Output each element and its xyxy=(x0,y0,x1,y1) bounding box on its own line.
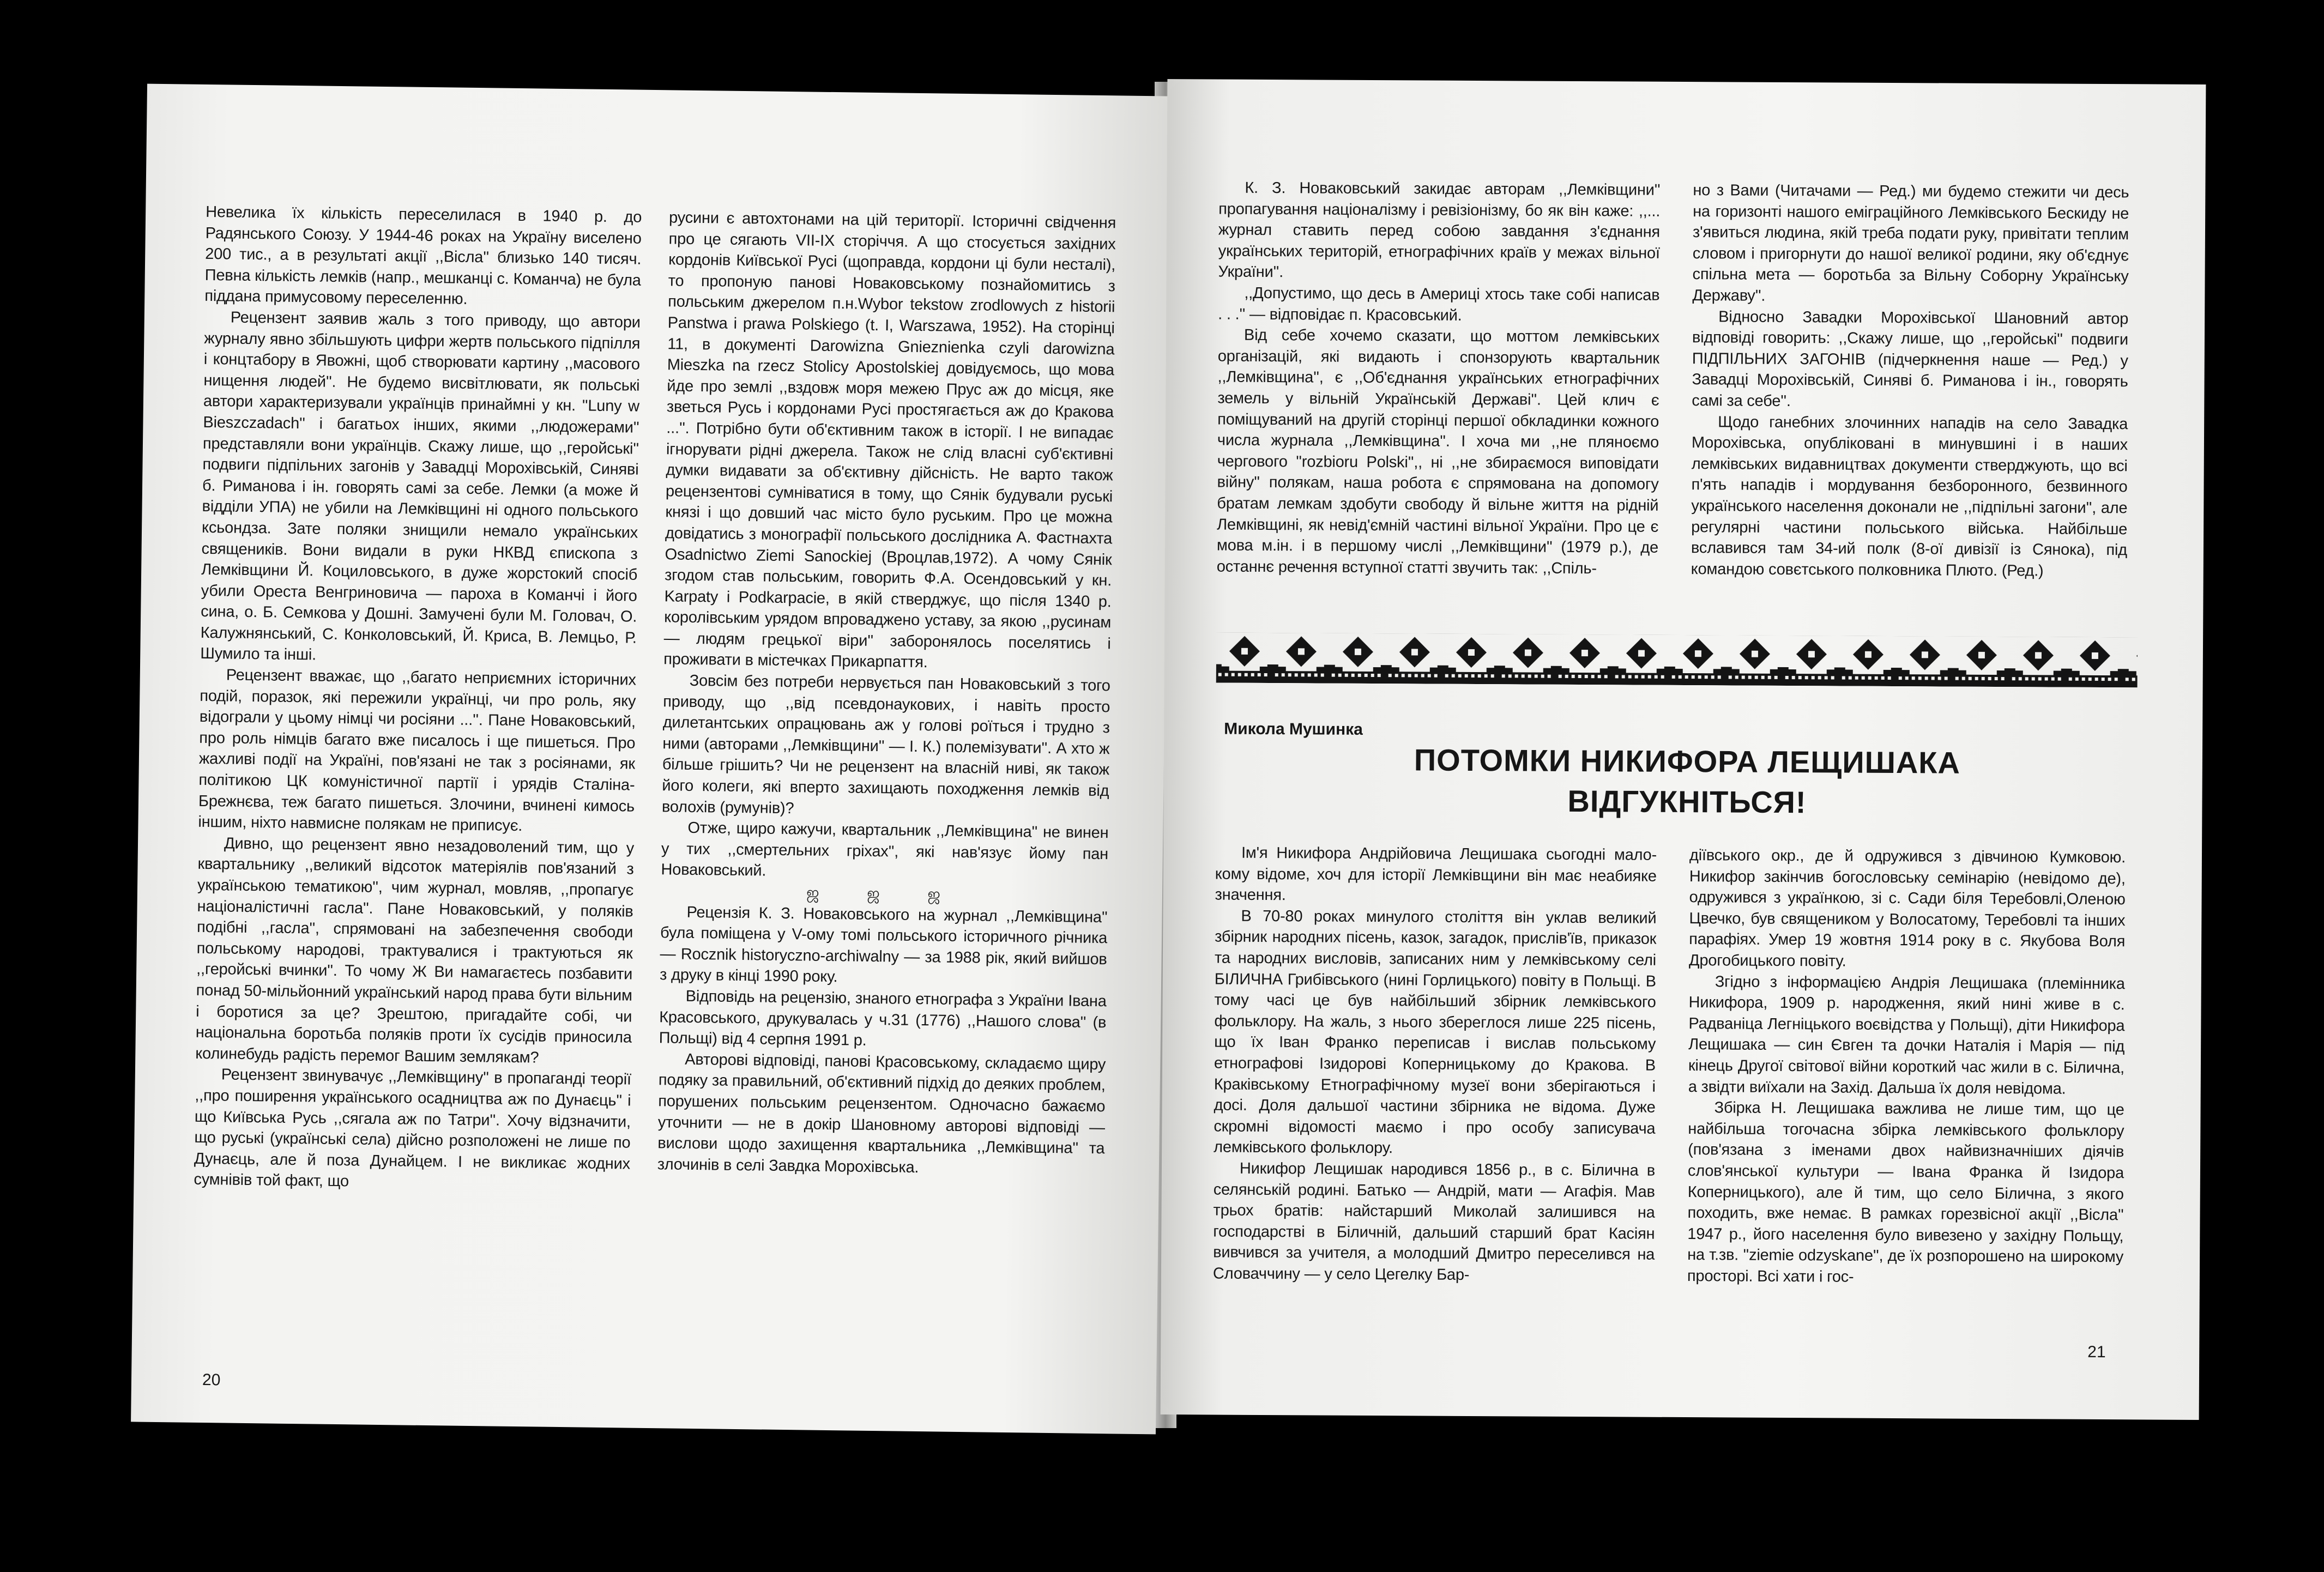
paragraph: но з Вами (Читачами — Ред.) ми будемо стежити чи десь на горизонті нашого еміграційного Лемківського Бескиду не з'явиться людина, якій треба подати руку, привітати теплим словом і пригорнути до нашої великої родини, яку об'єднує спільна мета — боротьба за Вільну Соборну Українську Державу''. xyxy=(1692,182,2129,305)
article-author: Микола Мушинка xyxy=(1224,720,1363,739)
paragraph: Рецензент заявив жаль з того приводу, що автори журналу явно збільшують цифри жертв польського підпілля і концтабору в Явожні, щоб створювати картину ,,масового нищення людей''. Не будемо висвітлювати, як польські автори характеризували українців принаймні у кн. ''Luny w Bieszczadach'' і багатьох інших, якими ,,людожерами'' представляли вони українців. Скажу лише, що ,,геройські'' подвиги підпільних загонів у Завадці Морохівській, Синяві б. Риманова і ін. говорять самі за себе. Лемки (а може й відділи УПА) не убили на Лемківщині ні одного польського ксьондза. Зате поляки знищили немало українських священиків. Вони видали в руки НКВД єпископа з Лемківщини Й. Коциловського, в дуже жорстокий спосіб убили Ореста Венгриновича — пароха в Команчі і його сина, о. Б. Семкова у Дошні. Замучені були М. Головач, О. Калужнянський, С. Конколовський, Й. Криса, В. Лемцьо, Р. Шумило та інші. xyxy=(200,309,641,664)
article-title-line-1: ПОТОМКИ НИКИФОРА ЛЕЩИШАКА xyxy=(1414,742,1961,780)
paragraph: Отже, щиро кажучи, квартальник ,,Лемківщина'' не винен у тих ,,смертельних гріхах'', які нав'язує йому пан Новаковський. xyxy=(661,819,1109,880)
right-column-3 xyxy=(1213,843,1657,1287)
right-column-2 xyxy=(1691,180,2129,582)
paragraph: Невелика їх кількість переселилася в 1940 р. до Радянського Союзу. У 1944-46 роках на Україну виселено 200 тис., а в результаті акції ,,Вісла'' близько 140 тисяч. Певна кількість лемків (напр., мешканці с. Команча) не була піддана примусовому переселенню. xyxy=(204,203,642,309)
right-page xyxy=(1161,79,2206,1420)
paragraph: Згідно з інформацією Андрія Лещишака (племінника Никифора, 1909 р. народження, який нині живе в с. Радваніца Легніцького воєвідства у Польщі), діти Никифора Лещишака — син Євген та дочки Наталія і Марія — під кінець Другої світової війни короткий час жили в с. Білична, а звідти виїхали на Захід. Дальша їх доля невідома. xyxy=(1688,972,2125,1098)
paragraph: Зовсім без потреби нервується пан Новаковський з того приводу, що ,,від псевдонаукових, і навіть просто дилетантських опрацювань аж у голові роїться і трудно з ними (авторами ,,Лемківщини'' — І. К.) полемізувати''. А хто ж більше грішить? Чи не рецензент на власній ниві, як також його колеги, які вперто захищають походження лемків від волохів (румунів)? xyxy=(661,672,1110,817)
paragraph: Відносно Завадки Морохівської Шановний автор відповіді говорить: ,,Скажу лише, що ,,геройські'' подвиги ПІДПІЛЬНИХ ЗАГОНІВ (підчеркнення наше — Ред.) у Завадці Морохівській, Синяві б. Риманова і ін., говорять самі за себе''. xyxy=(1692,307,2129,410)
paragraph: Відповідь на рецензію, знаного етнографа з України Івана Красовського, друкувалась у ч.31 (1776) ,,Нашого слова'' (в Польщі) від 4 серпня 1991 р. xyxy=(659,987,1107,1050)
page-number: 21 xyxy=(2087,1343,2106,1362)
page-number: 20 xyxy=(202,1371,221,1389)
paragraph: русини є автохтонами на цій території. Історичні свідчення про це сягають VII-IX сторіччя. А що стосується західних кордонів Київської Русі (щоправда, кордони ці були несталі), то пропоную панові Новаковському познайомитись з польським джерелом п.н.Wybor tekstow zrodlowych z historii Panstwa i prawa Polskiego (t. I, Warszawa, 1952). На сторінці 11, в документі Darowizna Gnieznienka czyli darowizna Mieszka na rzecz Stolicy Apostolskiej довідуємось, що мова йде про землі ,,вздовж моря межею Прус аж до місця, яке зветься Русь і кордонами Русі простягається аж до Кракова ...''. Потрібно бути об'єктивним також в історії. І не випадає ігнорувати рідні джерела. Також не слід власні суб'єктивні думки видавати за об'єктивну дійсність. Не варто також рецензентові сумніватися в тому, що Сянік будували руські князі і що довший час місто було руським. Про це можна довідатись з монографії польського дослідника А. Фастнахта Osadnictwo Ziemi Sanockiej (Вроцлав,1972). А чому Сянік згодом став польським, говорить Ф.А. Осендовський у кн. Karpaty і Podkarpacie, в якій стверджує, що після 1340 р. королівським урядом впроваджено уставу, за якою ,,русинам — людям грецької віри'' заборонялось поселятись і проживати в містечках Прикарпаття. xyxy=(663,209,1116,672)
paragraph: Никифор Лещишак народився 1856 р., в с. Білична в селянській родині. Батько — Андрій, мати — Агафія. Мав трьох братів: найстарший Миколай залишився на господарстві в Біличній, дальший старший брат Касіян вивчився за учителя, а молодший Дмитро переселився на Словаччину — у село Цегелку Бар- xyxy=(1212,1159,1656,1284)
paragraph: Від себе хочемо сказати, що моттом лемківських організацій, які видають і спонзорують квартальник ,,Лемківщина'', є ,,Об'єднання українських етнографічних земель у вільній Українській Державі''. Цей клич є поміщуваний на другій сторінці першої обкладинки кожного числа журнала ,,Лемківщина''. І хоча ми ,,не пляноємо чергового ''rozbioru Polski'',, ні ,,не збираємося виповідати війну'' полякам, наша робота є спрямована на допомогу братам лемкам здобути свободу й вільне життя на рідній Лемківщині, як невід'ємній частині вільної України. Про це є мова м.ін. і в першому числі ,,Лемківщини'' (1979 р.), де останнє речення вступної статті звучить так: ,,Спіль- xyxy=(1216,326,1660,577)
article-title xyxy=(1327,740,2047,824)
paragraph: К. З. Новаковський закидає авторам ,,Лемківщини'' пропагування націоналізму і ревізіонізму, бо як він каже: ,,... журнал ставить перед собою завдання з'єднання українських територій, етнографічних країв у межах вільної України''. xyxy=(1218,179,1661,281)
right-column-1 xyxy=(1217,178,1661,580)
paragraph: Рецензент звинувачує ,,Лемківщину'' в пропаганді теорії ,,про поширення українського осадництва аж по Дунаєць'' і що Київська Русь ,,сягала аж по Татри''. Хочу відзначити, що руські (українські села) дійсно розположені не лише по Дунаєць, але й поза Дунайцем. І не викликає жодних сумнівів той факт, що xyxy=(194,1066,632,1190)
paragraph: Рецензент вважає, що ,,багато неприємних історичних подій, поразок, які пережили українці, чи про роль, яку відограли у цьому німці чи росіяни ...''. Пане Новаковський, про роль німців багато вже писалось і ще пишеться. Про жахливі події на Україні, пов'язані не так з росіянами, як політикою ЦК комуністичної партії і урядів Сталіна-Брежнєва, теж багато пишеться. Злочини, вчинені кимось іншим, ніхто навмисне полякам не приписує. xyxy=(198,666,636,835)
paragraph: Дивно, що рецензент явно незадоволений тим, що у квартальнику ,,великий відсоток матеріялів пов'язаний з українською тематикою'', чим журнал, мовляв, ,,пропагує націоналістичні гасла''. Пане Новаковський, у поляків подібні ,,гасла'', спрямовані на забезпечення свободи польському народові, трактувалися і трактуються як ,,геройські вчинки''. То чому Ж Ви намагаєтесь позбавити понад 50-мільйонний український народ права бути вільним і боротися за це? Зрештою, пригадайте собі, чи національна боротьба поляків проти їх сусідів приносила колинебудь радість перемог Вашим землякам? xyxy=(195,835,635,1067)
paragraph: Авторові відповіді, панові Красовському, складаємо щиру подяку за правильний, об'єктивний підхід до деяких проблем, порушених польським рецензентом. Одночасно бажаємо уточнити — не в докір Шановному авторові відповіді — вислови щодо захищення квартальника ,,Лемківщина'' та злочинів в селі Завдка Морохівська. xyxy=(657,1050,1106,1176)
paragraph: Щодо ганебних злочинних нападів на село Завадка Морохівська, опубліковані в минувшині і в наших лемківських видавництвах документи стверджують, що всі п'ять нападів і мордування безборонного, безвинного українського населення доконали не ,,підпільні загони'', але регулярні частини польського війська. Найбільше вславився там 34-ий полк (8-ої дивізії із Сянока), під командою совєтського полковника Плютo. (Ред.) xyxy=(1691,413,2128,580)
paragraph: В 70-80 роках минулого століття він уклав великий збірник народних пісень, казок, загадок, прислів'їв, приказок та народних висловів, записаних ним у лемківському селі БІЛИЧНА Грибівського (нині Горлицького) повіту в Польщі. В тому часі це був найбільший збірник лемківського фольклору. На жаль, з нього збереглося лише 225 пісень, що їх Іван Франко переписав і вислав польському етнографові Ізидорові Коперницькому до Кракова. В Краківському Етнографічному музеї вони зберігаються і досі. Доля дальшої частини збірника не відома. Дуже скромні відомості маємо і про особу записувача лемківського фольклору. xyxy=(1214,907,1657,1157)
paragraph: діївського окр., де й одружився з дівчиною Кумковою. Никифор закінчив богословську семінарію (невідомо де), одружився з українкою, зі с. Сади біля Теребовлі,Оленою Цвечко, був священиком у Волосатому, Теребовлі та інших парафіях. Умер 19 жовтня 1914 року в с. Якубова Воля Дрогобицького повіту. xyxy=(1688,847,2126,970)
article-title-line-2: ВІДГУКНІТЬСЯ! xyxy=(1567,783,1807,820)
left-column-1 xyxy=(194,202,642,1196)
paragraph: Збірка Н. Лещишака важлива не лише тим, що це найбільша тогочасна збірка лемківського фольклору (пов'язана з іменами двох найвизначніших діячів слов'янської культури — Івана Франка й Ізидора Коперницького), але й тим, що село Білична, з якого походить, вже немає. В рамках горезвісної акції ,,Вісла'' 1947 р., його населення було вивезено у західну Польщу, на т.зв. ''ziemie odzyskane'', де їх розпорошено на широкому просторі. Всі хати і гос- xyxy=(1687,1099,2124,1286)
paragraph: Ім'я Никифора Андрійовича Лещишака сьогодні мало-кому відоме, хоч для історії Лемківщини він має неабияке значення. xyxy=(1215,844,1657,904)
section-separator: ஜ ஜ ஜ xyxy=(806,884,963,903)
embroidery-ornament xyxy=(1216,633,2138,688)
right-column-4 xyxy=(1687,845,2126,1289)
left-page xyxy=(131,84,1172,1435)
paragraph: ,,Допустимо, що десь в Америці хтось таке собі написав . . .'' — відповідає п. Красовський. xyxy=(1218,284,1660,324)
left-column-2 xyxy=(657,207,1116,1180)
paragraph: Рецензія К. З. Новаковського на журнал ,,Лемківщина'' була поміщена у V-ому томі польського історичного річника — Rocznik historyczno-archiwalny — за 1988 рік, який вийшов з друку в кінці 1990 року. xyxy=(659,903,1108,986)
